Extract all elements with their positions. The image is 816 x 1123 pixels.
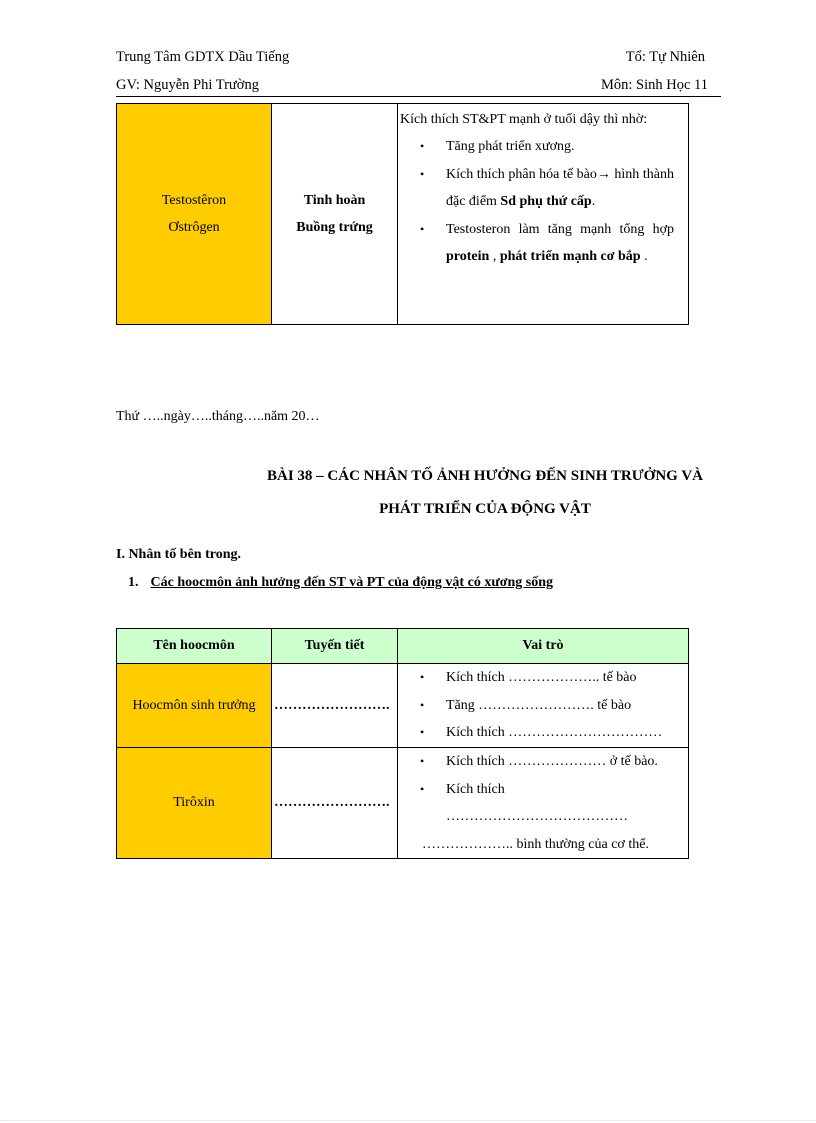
role-bullet-list [398, 133, 674, 271]
lesson-title-line: PHÁT TRIỂN CỦA ĐỘNG VẬT [379, 501, 591, 517]
column-header: Tuyến tiết [272, 629, 398, 664]
role-intro: Kích thích ST&PT mạnh ở tuổi dậy thì nhờ: [400, 112, 648, 127]
subject-name: Môn: Sinh Học 11 [600, 77, 708, 93]
bullet-marker: • [420, 221, 425, 236]
list-item [398, 133, 674, 161]
role-text: . [640, 249, 648, 264]
table-row [117, 748, 689, 859]
hormone-table [116, 628, 689, 859]
hormone-table-continued [116, 103, 689, 325]
subsection-title: Các hoocmôn ảnh hưởng đến ST và PT của động vật có xương sống [150, 575, 553, 590]
page-bottom-edge [0, 1120, 816, 1121]
role-text: Sd phụ thứ cấp [500, 194, 592, 209]
table-header-row [117, 629, 689, 664]
section-heading: I. Nhân tố bên trong. [116, 547, 241, 562]
school-name: Trung Tâm GDTX Dầu Tiếng [116, 49, 290, 65]
role-text: phát triển mạnh cơ bắp [499, 249, 641, 264]
role-text: Kích thích ……………….. tế bào [446, 670, 637, 685]
gland-cell [272, 104, 398, 325]
subsection-heading [128, 575, 553, 591]
column-header: Vai trò [398, 629, 689, 664]
role-continuation: ……………….. bình thường của cơ thể. [422, 836, 649, 852]
table-row [117, 104, 689, 325]
hormone-name: Testostêron [161, 193, 227, 208]
role-text: Kích thích phân hóa tế bào→ hình thành đặc điểm [446, 166, 674, 209]
role-bullet-list [398, 664, 688, 747]
bullet-marker: • [420, 139, 425, 153]
list-item [398, 161, 674, 216]
role-text: Kích thích ………………… ở tế bào. [446, 754, 658, 769]
role-text: Testosteron làm tăng mạnh tổng hợp [446, 221, 674, 237]
lesson-title [100, 460, 816, 526]
hormone-name: Ơstrôgen [168, 220, 220, 235]
role-text: Tăng ……………………. tế bào [446, 697, 632, 713]
column-header: Tên hoocmôn [117, 629, 272, 664]
gland-name: Tinh hoàn [303, 193, 366, 208]
role-cell [398, 104, 689, 325]
role-text: Tăng phát triển xương. [446, 139, 575, 154]
hormone-name-cell: Tirôxin [117, 748, 272, 859]
list-item: • Kích thích ………………… ở tế bào. [420, 754, 658, 769]
date-line: Thứ …..ngày…..tháng…..năm 20… [116, 409, 320, 424]
role-bullet-list [398, 748, 688, 831]
list-item: • Kích thích …………………………… [420, 725, 663, 740]
list-item: • Kích thích ………………………………… [420, 781, 628, 824]
subsection-number: 1. [128, 575, 139, 590]
header-rule [116, 96, 721, 97]
role-cell [398, 748, 689, 859]
list-item [398, 216, 674, 271]
role-text: . [591, 194, 596, 209]
gland-blank: ……………………. [272, 748, 398, 859]
role-text: Kích thích …………………………… [446, 725, 663, 740]
bullet-marker: • [420, 166, 425, 181]
hormone-name-cell: Hoocmôn sinh trưởng [117, 664, 272, 748]
table-row [117, 664, 689, 748]
role-text: Kích thích ………………………………… [446, 781, 628, 824]
teacher-name: GV: Nguyễn Phi Trường [116, 77, 259, 93]
list-item: • Tăng ……………………. tế bào [420, 697, 632, 713]
lesson-title-line: BÀI 38 – CÁC NHÂN TỐ ẢNH HƯỞNG ĐẾN SINH TRƯỞNG VÀ [266, 468, 703, 484]
list-item: • Kích thích ……………….. tế bào [420, 670, 637, 685]
hormone-name-cell [117, 104, 272, 325]
gland-blank: ……………………. [272, 664, 398, 748]
gland-name: Buồng trứng [296, 220, 373, 235]
role-text: protein [446, 249, 490, 264]
role-cell [398, 664, 689, 748]
role-text: , [489, 249, 500, 264]
department-name: Tổ: Tự Nhiên [625, 49, 705, 65]
